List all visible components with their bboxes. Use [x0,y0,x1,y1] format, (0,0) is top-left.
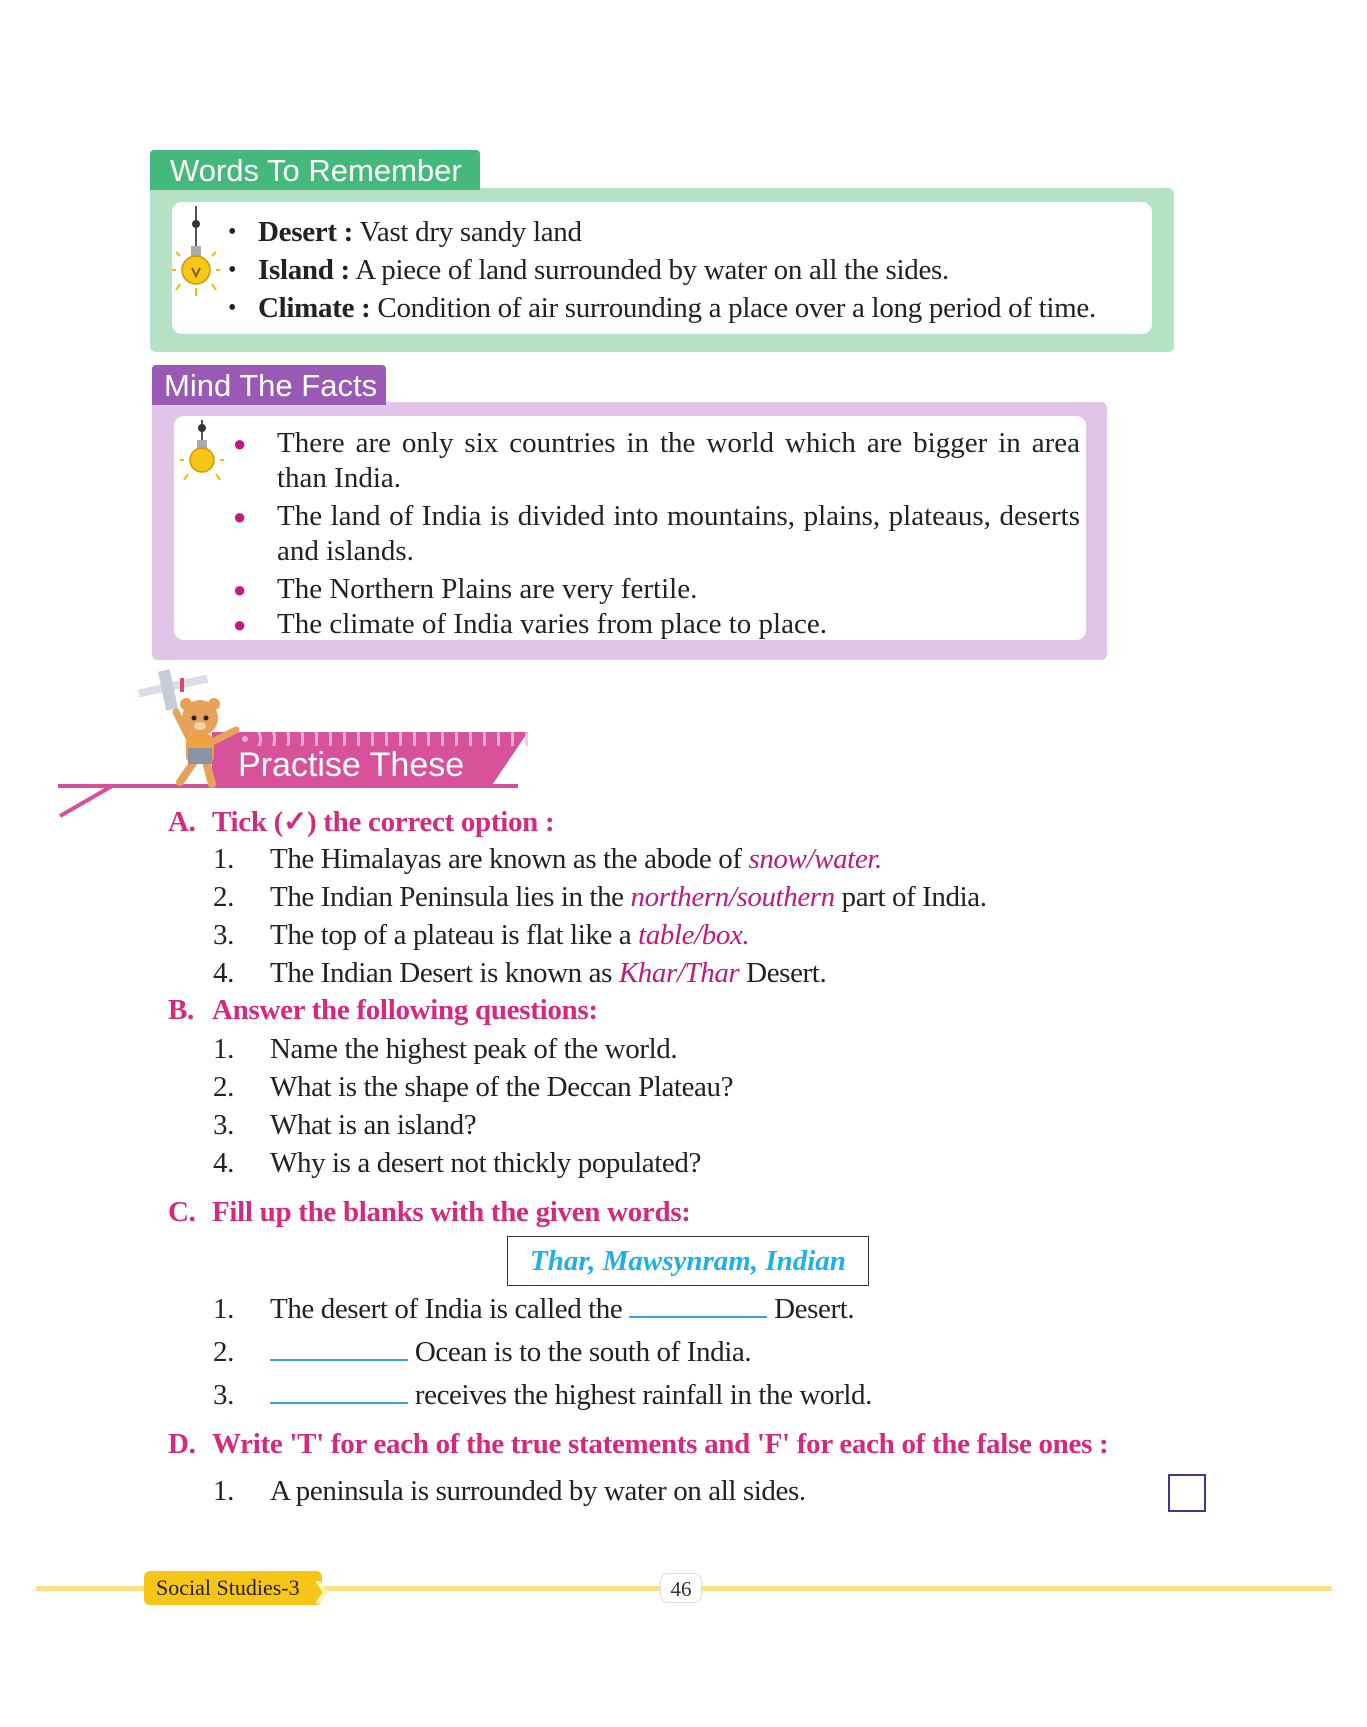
true-false-answer-box[interactable] [1168,1474,1206,1512]
question-b-2: 2. What is the shape of the Deccan Plateau? [213,1071,734,1103]
word-item-desert: • Desert : Vast dry sandy land [228,216,582,248]
fact-item: ● The land of India is divided into mountains, plains, plateaus, deserts and islands. [233,500,1080,567]
section-c-heading: C. Fill up the blanks with the given words: [168,1196,691,1228]
chevron-right-icon: ❯ [312,1578,331,1603]
word-bank: Thar, Mawsynram, Indian [507,1236,869,1286]
question-c-2: 2. Ocean is to the south of India. [213,1336,752,1368]
option-text[interactable]: table/box. [638,919,750,951]
bulb-icon [178,420,226,490]
section-d-heading: D. Write 'T' for each of the true statements and 'F' for each of the false ones : [168,1428,1109,1460]
blank-field[interactable] [629,1292,767,1318]
option-text[interactable]: Khar/Thar [618,957,740,989]
question-a-4: 4. The Indian Desert is known as Khar/Thar Desert. [213,957,827,989]
fact-item: ● The Northern Plains are very fertile. [233,573,698,605]
word-item-climate: • Climate : Condition of air surrounding a place over a long period of time. [228,292,1096,324]
mind-the-facts-title: Mind The Facts [152,365,386,405]
question-c-1: 1. The desert of India is called the Desert. [213,1293,855,1325]
fact-item: ● The climate of India varies from place to place. [233,608,827,640]
option-text[interactable]: snow/water. [748,843,882,875]
question-d-1: 1. A peninsula is surrounded by water on all sides. [213,1475,806,1507]
practise-title: Practise These [238,746,465,784]
question-c-3: 3. receives the highest rainfall in the world. [213,1379,872,1411]
page-number: 46 [660,1573,702,1603]
question-b-1: 1. Name the highest peak of the world. [213,1033,678,1065]
words-to-remember-title: Words To Remember [150,150,480,190]
practise-underline-tail [59,784,113,817]
word-item-island: • Island : A piece of land surrounded by water on all the sides. [228,254,949,286]
section-b-heading: B. Answer the following questions: [168,994,598,1026]
blank-field[interactable] [270,1335,408,1361]
option-text[interactable]: northern/southern [630,881,835,913]
book-title-tag: Social Studies-3 [144,1571,322,1605]
question-a-3: 3. The top of a plateau is flat like a table/box. [213,919,750,951]
bear-with-plane-illustration [136,668,246,788]
question-a-2: 2. The Indian Peninsula lies in the northern/southern part of India. [213,881,987,913]
fact-item: ● There are only six countries in the world which are bigger in area than India. [233,427,1080,494]
bulb-icon [172,206,220,306]
question-b-3: 3. What is an island? [213,1109,477,1141]
blank-field[interactable] [270,1378,408,1404]
question-a-1: 1. The Himalayas are known as the abode of snow/water. [213,843,882,875]
section-a-heading: A. Tick (✓) the correct option : [168,806,555,838]
question-b-4: 4. Why is a desert not thickly populated? [213,1147,701,1179]
